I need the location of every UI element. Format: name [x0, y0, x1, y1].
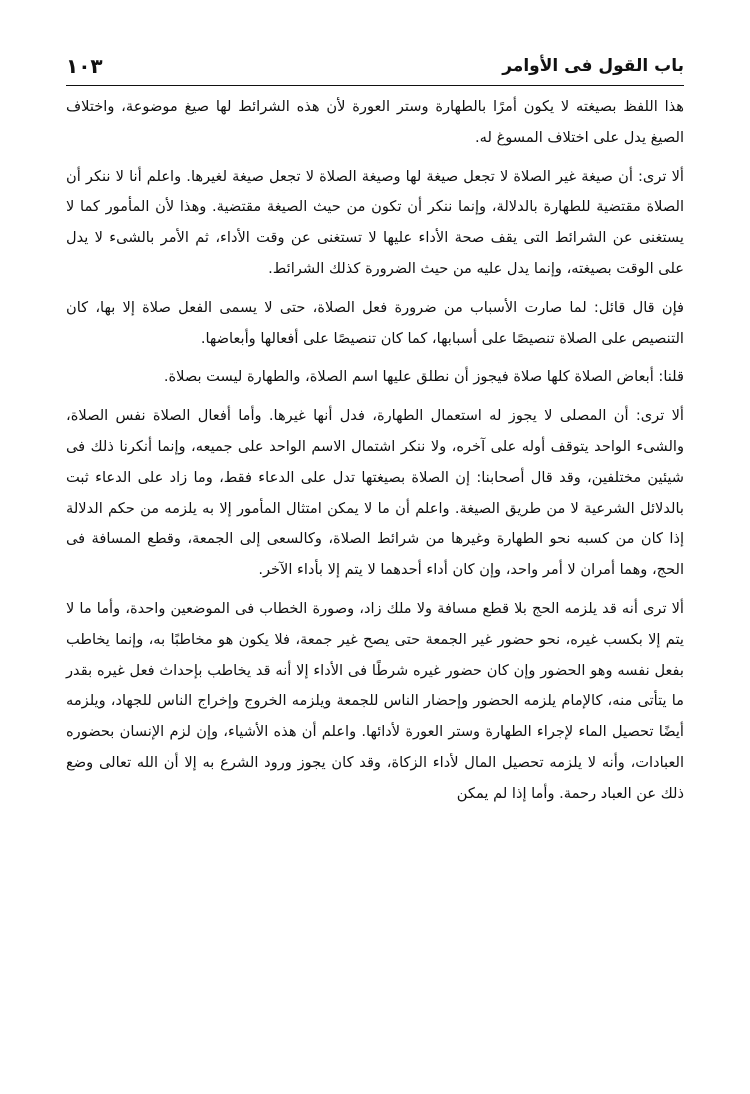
paragraph: ألا ترى: أن المصلى لا يجوز له استعمال الطهارة، فدل أنها غيرها. وأما أفعال الصلاة نفس الصلاة، والشىء الواحد يتوقف أوله على آخره، ولا ننكر اشتمال الاسم الواحد على جميعه، وإنما أنكرنا ذلك فى شيئين مختلفين، وقد قال أصحابنا: إن الصلاة بصيغتها تدل على الدعاء فقط، وما زاد على الدعاء ثبت بالدلائل الشرعية لا من طريق الصيغة. واعلم أن ما لا يمكن امتثال المأمور إلا به يلزمه من حكم الدلالة إذا كان من كسبه نحو الطهارة وغيرها من شرائط الصلاة، وكالسعى إلى الجمعة، وقطع المسافة فى الحج، وهما أمران لا أمر واحد، وإن كان أداء أحدهما لا يتم إلا بأداء الآخر.: [66, 407, 684, 579]
page-number: ١٠٣: [66, 54, 103, 78]
paragraph: فإن قال قائل: لما صارت الأسباب من ضرورة فعل الصلاة، حتى لا يسمى الفعل صلاة إلا بها، كان التنصيص على الصلاة تنصيصًا على أسبابها، كما كان تنصيصًا على أفعالها وأبعاضها.: [66, 298, 684, 347]
paragraph: قلنا: أبعاض الصلاة كلها صلاة فيجوز أن نطلق عليها اسم الصلاة، والطهارة ليست بصلاة.: [163, 368, 684, 386]
paragraph: هذا اللفظ بصيغته لا يكون أمرًا بالطهارة وستر العورة لأن هذه الشرائط لها صيغ موضوعة، واختلاف الصيغ يدل على اختلاف المسوغ له.: [66, 98, 684, 146]
chapter-title: باب القول فى الأوامر: [502, 56, 684, 76]
running-header: [66, 46, 684, 86]
paragraph: ألا ترى: أن صيغة غير الصلاة لا تجعل صيغة لها وصيغة الصلاة لا تجعل صيغة لغيرها. واعلم أنا لا ننكر أن الصلاة مقتضية للطهارة بالدلالة، وإنما ننكر أن تكون من حيث الصيغة مقتضية. وهذا لأن المأمور كما لا يستغنى عن الشرائط التى يقف صحة الأداء عليها لا تستغنى عن وقت الأداء، ثم الأمر بالشىء لا يدل على الوقت بصيغته، وإنما يدل عليه من حيث الضرورة كذلك الشرائط.: [66, 167, 684, 277]
body-text: [66, 92, 684, 810]
header-divider: [66, 85, 684, 86]
paragraph: ألا ترى أنه قد يلزمه الحج بلا قطع مسافة ولا ملك زاد، وصورة الخطاب فى الموضعين واحدة، وأما ما لا يتم إلا بكسب غيره، نحو حضور غير الجمعة حتى يصح غير جمعة، فلا يكون هو مخاطبًا به، وإنما يخاطب بفعل نفسه وهو الحضور وإن كان حضور غيره شرطًا فى الأداء إلا أنه قد يخاطب بإحداث فعل غيره بقدر ما يتأتى منه، كالإمام يلزمه الحضور وإحضار الناس للجمعة ويلزمه الخروج وإخراج الناس للجهاد، ويلزمه أيضًا تحصيل الماء لإجراء الطهارة وستر العورة لأدائها. واعلم أن هذه الأشياء، وإن لزم الإنسان بحضوره العبادات، وأنه لا يلزمه تحصيل المال لأداء الزكاة، وقد كان يجوز ورود الشرع به إلا أن الله تعالى وضع ذلك عن العباد رحمة. وأما إذا لم يمكن: [66, 599, 684, 802]
